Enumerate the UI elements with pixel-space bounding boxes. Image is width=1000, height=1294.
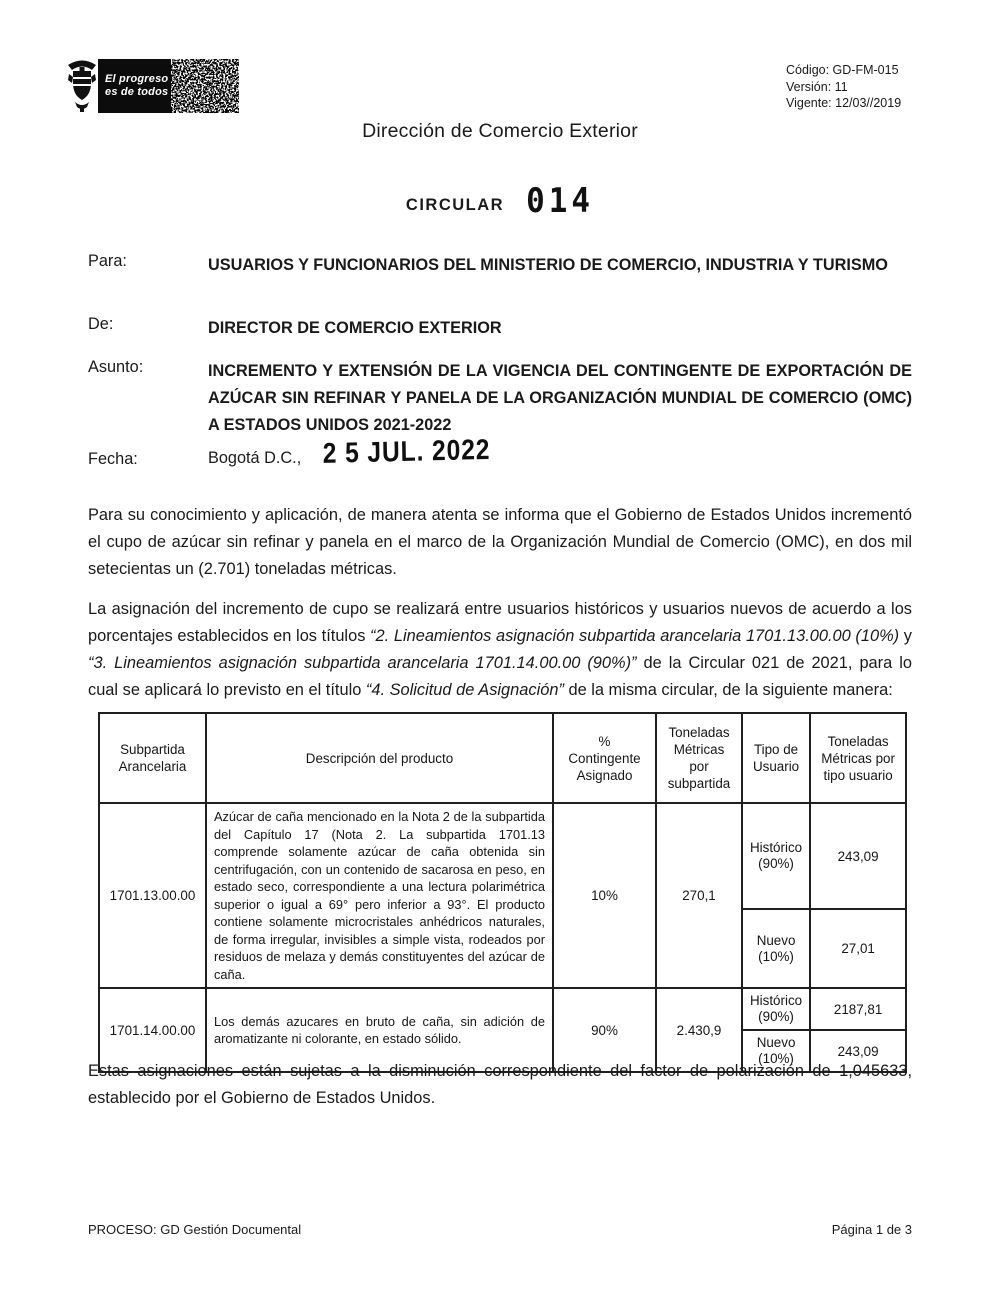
- p2-seg1: La asignación del incremento de cupo se realizará entre usuarios históricos y usuarios nuevos de acuerdo a los porcentajes establecidos en los títulos: [88, 600, 912, 645]
- cell-tipo-historico-1701-13: Histórico (90%): [742, 803, 810, 909]
- p2-title-3: “3. Lineamientos asignación subpartida arancelaria 1701.14.00.00 (90%)”: [88, 654, 637, 672]
- table-row: [99, 803, 906, 909]
- field-asunto-value: INCREMENTO Y EXTENSIÓN DE LA VIGENCIA DEL CONTINGENTE DE EXPORTACIÓN DE AZÚCAR SIN REFINAR Y PANELA DE LA ORGANIZACIÓN MUNDIAL DE COMERCIO (OMC) A ESTADOS UNIDOS 2021-2022: [208, 362, 912, 434]
- fecha-place: Bogotá D.C.,: [208, 449, 302, 467]
- p2-seg7: de la misma circular, de la siguiente manera:: [563, 681, 893, 699]
- p2-seg5: de la Circular 021 de 2021, para lo cual se aplicará lo previsto en el título: [88, 654, 912, 699]
- cell-valor-nuevo-1701-14: 243,09: [810, 1030, 906, 1072]
- doc-version: Versión: 11: [786, 79, 848, 94]
- cell-subpartida-1701-13: 1701.13.00.00: [99, 803, 206, 988]
- cell-tipo-historico-1701-14: Histórico (90%): [742, 988, 810, 1030]
- cell-tipo-nuevo-1701-14: Nuevo (10%): [742, 1030, 810, 1072]
- p2-seg3: y: [899, 627, 912, 645]
- doc-valid-date: Vigente: 12/03//2019: [786, 96, 902, 110]
- col-header-toneladas-subpartida: Toneladas Métricas por subpartida: [656, 713, 742, 803]
- colombia-coat-of-arms-icon: [66, 58, 98, 114]
- cell-contingente-1701-14: 90%: [553, 988, 656, 1072]
- field-para-value: USUARIOS Y FUNCIONARIOS DEL MINISTERIO DE COMERCIO, INDUSTRIA Y TURISMO: [208, 256, 888, 274]
- field-de-value: DIRECTOR DE COMERCIO EXTERIOR: [208, 319, 502, 337]
- field-de: [88, 315, 912, 342]
- document-control-block: [786, 62, 901, 112]
- field-fecha: [88, 433, 912, 472]
- cell-descripcion-1701-14: Los demás azucares en bruto de caña, sin adición de aromatizante ni colorante, en estado sólido.: [206, 988, 553, 1072]
- doc-code: Código: GD-FM-015: [786, 63, 899, 77]
- cell-toneladas-1701-13: 270,1: [656, 803, 742, 988]
- footer-process: PROCESO: GD Gestión Documental: [88, 1222, 302, 1237]
- department-title: Dirección de Comercio Exterior: [362, 120, 638, 142]
- field-asunto-label: Asunto:: [88, 358, 144, 376]
- logo-slogan-line1: El progreso: [105, 72, 169, 85]
- field-fecha-value: [208, 433, 912, 472]
- field-de-label: De:: [88, 315, 114, 333]
- col-header-tipo-usuario: Tipo de Usuario: [742, 713, 810, 803]
- table-row: [99, 988, 906, 1030]
- cell-valor-nuevo-1701-13: 27,01: [810, 909, 906, 988]
- circular-number-stamp: 014: [526, 181, 595, 221]
- date-stamp: 2 5 JUL. 2022: [322, 433, 491, 470]
- field-fecha-label: Fecha:: [88, 450, 138, 468]
- paragraph-allocation: [88, 596, 912, 704]
- paragraph-polarization: Estas asignaciones están sujetas a la disminución correspondiente del factor de polarización de 1,045633, establecido por el Gobierno de Estados Unidos.: [88, 1062, 912, 1107]
- p2-title-4: “4. Solicitud de Asignación”: [365, 681, 564, 699]
- table-header-row: [99, 713, 906, 803]
- field-para: [88, 252, 912, 279]
- page-footer: [88, 1222, 912, 1237]
- cell-descripcion-1701-13: Azúcar de caña mencionado en la Nota 2 de la subpartida del Capítulo 17 (Nota 2. La subpartida 1701.13 comprende solamente azúcar de caña obtenida sin centrifugación, con un contenido de sacarosa en peso, en estado seco, correspondiente a una lectura polarimétrica superior o igual a 69° pero inferior a 93°. El producto contiene solamente microcristales anhédricos naturales, de forma irregular, invisibles a simple vista, rodeados por residuos de melaza y demás constituyentes del azúcar de caña.: [206, 803, 553, 988]
- cell-valor-historico-1701-13: 243,09: [810, 803, 906, 909]
- field-para-label: Para:: [88, 252, 127, 270]
- government-logo: [66, 59, 239, 113]
- circular-label: CIRCULAR: [405, 196, 505, 214]
- field-asunto: [88, 358, 912, 439]
- cell-valor-historico-1701-14: 2187,81: [810, 988, 906, 1030]
- paragraph-intro: Para su conocimiento y aplicación, de manera atenta se informa que el Gobierno de Estados Unidos incrementó el cupo de azúcar sin refinar y panela en el marco de la Organización Mundial de Comercio (OMC), en dos mil setecientas un (2.701) toneladas métricas.: [88, 506, 912, 578]
- col-header-descripcion: Descripción del producto: [206, 713, 553, 803]
- quota-table: [98, 712, 907, 1073]
- col-header-toneladas-tipo: Toneladas Métricas por tipo usuario: [810, 713, 906, 803]
- col-header-contingente: % Contingente Asignado: [553, 713, 656, 803]
- circular-title-row: [0, 183, 1000, 219]
- cell-tipo-nuevo-1701-13: Nuevo (10%): [742, 909, 810, 988]
- cell-contingente-1701-13: 10%: [553, 803, 656, 988]
- logo-slogan: [98, 59, 171, 113]
- cell-subpartida-1701-14: 1701.14.00.00: [99, 988, 206, 1072]
- cell-toneladas-1701-14: 2.430,9: [656, 988, 742, 1072]
- col-header-subpartida: Subpartida Arancelaria: [99, 713, 206, 803]
- logo-halftone-texture: [171, 59, 239, 113]
- p2-title-2: “2. Lineamientos asignación subpartida arancelaria 1701.13.00.00 (10%): [370, 627, 900, 645]
- footer-page-number: Página 1 de 3: [831, 1222, 912, 1237]
- logo-slogan-line2: es de todos: [105, 86, 169, 98]
